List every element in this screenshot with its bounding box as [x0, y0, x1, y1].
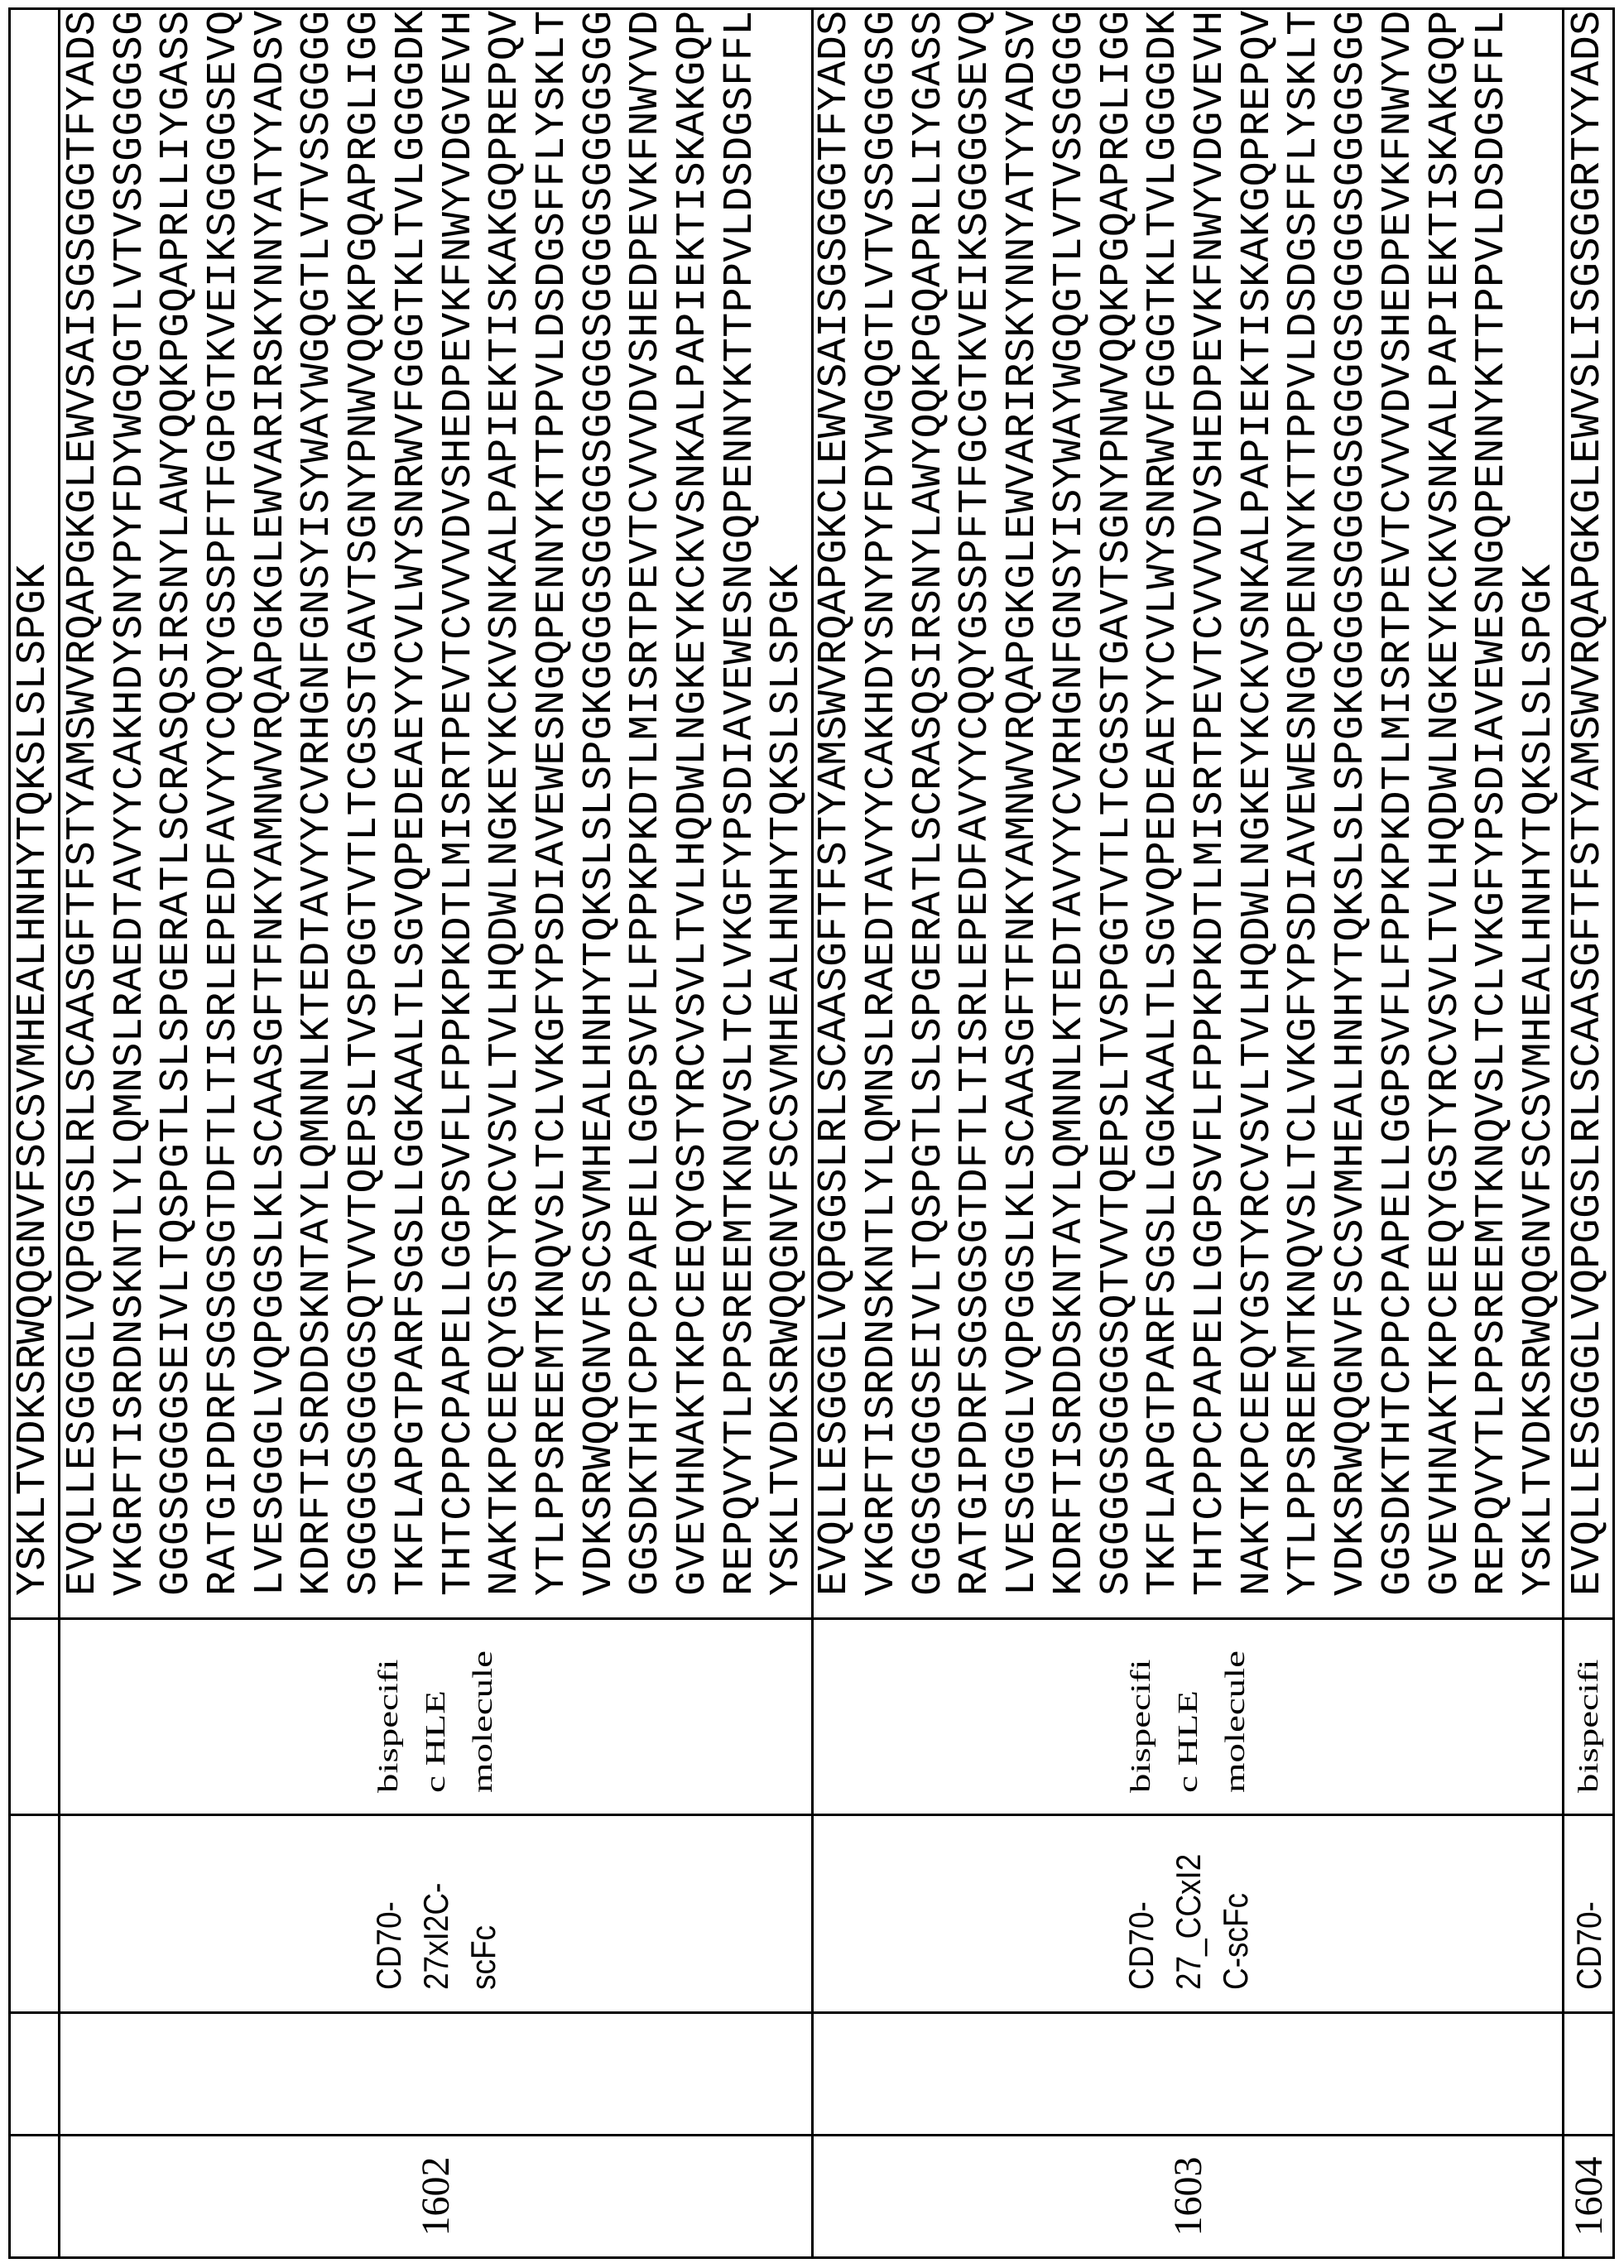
molecule-type-line: c HLE — [1165, 1620, 1212, 1793]
sequence-line: TKFLAPGTPARFSGSLLGGKAALTLSGVQPEDEAEYYCVLWYSNRWVFGGGTKLTVLGGGGDK — [389, 10, 436, 1596]
blank-cell-content — [11, 2014, 58, 2134]
seq-id: 1602 — [412, 2136, 459, 2256]
molecule-name-cell — [813, 1815, 1564, 2013]
sequence-line: REPQVYTLPPSREEMTKNQVSLTCLVKGFYPSDIAVEWESNGQPENNYKTTPPVLDSDGSFFL — [1469, 10, 1516, 1596]
sequence-line: RATGIPDRFSGSGSGTDFTLTISRLEPEDFAVYYCQQYGSSPFTFGCGTKVEIKSGGGGSEVQ — [953, 10, 1000, 1596]
molecule-name-cell — [60, 1815, 813, 2013]
seq-id-cell-content — [814, 2136, 1562, 2256]
molecule-name-cell-content — [11, 1816, 58, 2011]
sequence-cell-content — [60, 10, 811, 1617]
table-row — [813, 9, 1564, 2258]
table-row — [10, 9, 60, 2258]
sequence-line: VKGRFTISRDNSKNTLYLQMNSLRAEDTAVYYCAKHDYSNYPYFDYWGQGTLVTVSSGGGGSG — [108, 10, 155, 1596]
blank-cell-content — [1564, 2014, 1612, 2134]
molecule-name-line: CD70- — [1565, 1837, 1612, 1990]
sequence-line: GVEVHNAKTKPCEEQYGSTYRCVSVLTVLHQDWLNGKEYKCKVSNKALPAPIEKTISKAKGQP — [1423, 10, 1470, 1596]
molecule-type-line: bispecifi — [365, 1620, 412, 1793]
blank-cell — [813, 2013, 1564, 2136]
seq-id-cell-content — [11, 2136, 58, 2256]
molecule-name-cell — [10, 1815, 60, 2013]
sequence-line: YSKLTVDKSRWQQGNVFSCSVMHEALHNHYTQKSLSLSPGK — [11, 10, 58, 1596]
sequence-line: SGGGGSGGGGSQTVVTQEPSLTVSPGGTVTLTCGSSTGAVTSGNYPNWVQQKPGQAPRGLIGG — [1094, 10, 1141, 1596]
molecule-name-cell-content — [60, 1816, 811, 2011]
molecule-name-line: C-scFc — [1212, 1837, 1259, 1990]
blank-cell-content — [60, 2014, 811, 2134]
seq-id-cell-content — [1564, 2136, 1612, 2256]
blank-cell — [60, 2013, 813, 2136]
sequence-line: YTLPPSREEMTKNQVSLTCLVKGFYPSDIAVEWESNGQPENNYKTTPPVLDSDGSFFLYSKLT — [1281, 10, 1329, 1596]
sequence-line: RATGIPDRFSGSGSGTDFTLTISRLEPEDFAVYYCQQYGSSPFTFGPGTKVEIKSGGGGSEVQ — [201, 10, 248, 1596]
sequence-line: GGGSGGGGSEIVLTQSPGTLSLSPGERATLSCRASQSIRSNYLAWYQQKPGQAPRLLIYGASS — [906, 10, 954, 1596]
sequence-line: EVQLLESGGGLVQPGGSLRLSCAASGFTFSTYAMSWVRQAPGKGLEWVSLISGSGGRTYYADS — [1565, 10, 1612, 1596]
molecule-name-line: scFc — [459, 1837, 507, 1990]
sequence-cell-content — [814, 10, 1562, 1617]
molecule-type-line: bispecifi — [1565, 1620, 1612, 1793]
molecule-type-line: molecule — [459, 1620, 507, 1793]
blank-cell — [1564, 2013, 1614, 2136]
sequence-line: KDRFTISRDDSKNTAYLQMNNLKTEDTAVYYCVRHGNFGNSYISYWAYWGQGTLVTVSSGGGG — [295, 10, 342, 1596]
sequence-line: SGGGGSGGGGSQTVVTQEPSLTVSPGGTVTLTCGSSTGAVTSGNYPNWVQQKPGQAPRGLIGG — [342, 10, 389, 1596]
sequence-line: TKFLAPGTPARFSGSLLGGKAALTLSGVQPEDEAEYYCVLWYSNRWVFGGGTKLTVLGGGGDK — [1141, 10, 1188, 1596]
seq-id-cell — [10, 2136, 60, 2258]
molecule-type-cell-content — [1564, 1620, 1612, 1814]
molecule-type-cell — [813, 1619, 1564, 1815]
seq-id: 1604 — [1565, 2136, 1612, 2256]
molecule-name-line: CD70- — [365, 1837, 412, 1990]
sequence-cell — [813, 9, 1564, 1619]
sequence-table — [8, 7, 1615, 2259]
sequence-line: THTCPPCPAPELLGGPSVFLFPPKPKDTLMISRTPEVTCVVVDVSHEDPEVKFNWYVDGVEVH — [1188, 10, 1235, 1596]
sequence-line: GGGSGGGGSEIVLTQSPGTLSLSPGERATLSCRASQSIRSNYLAWYQQKPGQAPRLLIYGASS — [154, 10, 201, 1596]
molecule-name-line: 27_CCxI2 — [1165, 1837, 1212, 1990]
molecule-type-cell — [10, 1619, 60, 1815]
sequence-cell — [60, 9, 813, 1619]
sequence-line: KDRFTISRDDSKNTAYLQMNNLKTEDTAVYYCVRHGNFGNSYISYWAYWGQGTLVTVSSGGGG — [1047, 10, 1094, 1596]
sequence-line: YSKLTVDKSRWQQGNVFSCSVMHEALHNHYTQKSLSLSPGK — [764, 10, 811, 1596]
rotated-patent-page — [0, 0, 1624, 2268]
sequence-line: GGSDKTHTCPPCPAPELLGGPSVFLFPPKPKDTLMISRTPEVTCVVVDVSHEDPEVKFNWYVD — [1376, 10, 1423, 1596]
molecule-type-cell — [60, 1619, 813, 1815]
table-row — [60, 9, 813, 2258]
sequence-line: LVESGGGLVQPGGSLKLSCAASGFTFNKYAMNWVRQAPGKGLEWVARIRSKYNNYATYYADSV — [1000, 10, 1047, 1596]
sequence-line: VDKSRWQQGNVFSCSVMHEALHNHYTQKSLSLSPGKGGGGSGGGGSGGGGSGGGGSGGGGSGG — [577, 10, 624, 1596]
molecule-type-cell-content — [11, 1620, 58, 1814]
sequence-line: REPQVYTLPPSREEMTKNQVSLTCLVKGFYPSDIAVEWESNGQPENNYKTTPPVLDSDGSFFL — [718, 10, 765, 1596]
molecule-name-line: 27xI2C- — [412, 1837, 459, 1990]
sequence-line: GVEVHNAKTKPCEEQYGSTYRCVSVLTVLHQDWLNGKEYKCKVSNKALPAPIEKTISKAKGQP — [670, 10, 718, 1596]
sequence-cell-content — [1564, 10, 1612, 1617]
seq-id-cell-content — [60, 2136, 811, 2256]
blank-cell-content — [814, 2014, 1562, 2134]
table-row — [1564, 9, 1614, 2258]
sequence-line: EVQLLESGGGLVQPGGSLRLSCAASGFTFSTYAMSWVRQAPGKGLEWVSAISGSGGGTFYADS — [60, 10, 108, 1596]
seq-id-cell — [813, 2136, 1564, 2258]
molecule-type-cell-content — [814, 1620, 1562, 1814]
blank-cell — [10, 2013, 60, 2136]
molecule-type-cell-content — [60, 1620, 811, 1814]
sequence-line: VDKSRWQQGNVFSCSVMHEALHNHYTQKSLSLSPGKGGGGSGGGGSGGGGSGGGGSGGGGSGG — [1329, 10, 1376, 1596]
molecule-name-cell — [1564, 1815, 1614, 2013]
seq-id-cell — [1564, 2136, 1614, 2258]
molecule-name-line: CD70- — [1117, 1837, 1165, 1990]
sequence-line: VKGRFTISRDNSKNTLYLQMNSLRAEDTAVYYCAKHDYSNYPYFDYWGQGTLVTVSSGGGGSG — [859, 10, 906, 1596]
sequence-line: NAKTKPCEEQYGSTYRCVSVLTVLHQDWLNGKEYKCKVSNKALPAPIEKTISKAKGQPREPQV — [483, 10, 530, 1596]
sequence-line: YSKLTVDKSRWQQGNVFSCSVMHEALHNHYTQKSLSLSPGK — [1516, 10, 1562, 1596]
molecule-type-line: molecule — [1212, 1620, 1259, 1793]
sequence-line: GGSDKTHTCPPCPAPELLGGPSVFLFPPKPKDTLMISRTPEVTCVVVDVSHEDPEVKFNWYVD — [623, 10, 670, 1596]
sequence-cell — [1564, 9, 1614, 1619]
molecule-type-line: c HLE — [412, 1620, 459, 1793]
sequence-line: NAKTKPCEEQYGSTYRCVSVLTVLHQDWLNGKEYKCKVSNKALPAPIEKTISKAKGQPREPQV — [1235, 10, 1282, 1596]
sequence-line: YTLPPSREEMTKNQVSLTCLVKGFYPSDIAVEWESNGQPENNYKTTPPVLDSDGSFFLYSKLT — [530, 10, 577, 1596]
sequence-cell-content — [11, 10, 58, 1617]
molecule-name-cell-content — [814, 1816, 1562, 2011]
sequence-cell — [10, 9, 60, 1619]
seq-id-cell — [60, 2136, 813, 2258]
molecule-type-line: bispecifi — [1117, 1620, 1165, 1793]
sequence-line: THTCPPCPAPELLGGPSVFLFPPKPKDTLMISRTPEVTCVVVDVSHEDPEVKFNWYVDGVEVH — [436, 10, 483, 1596]
seq-id: 1603 — [1165, 2136, 1212, 2256]
sequence-line: LVESGGGLVQPGGSLKLSCAASGFTFNKYAMNWVRQAPGKGLEWVARIRSKYNNYATYYADSV — [248, 10, 295, 1596]
molecule-name-cell-content — [1564, 1816, 1612, 2011]
molecule-type-cell — [1564, 1619, 1614, 1815]
sequence-line: EVQLLESGGGLVQPGGSLRLSCAASGFTFSTYAMSWVRQAPGKCLEWVSAISGSGGGTFYADS — [814, 10, 859, 1596]
